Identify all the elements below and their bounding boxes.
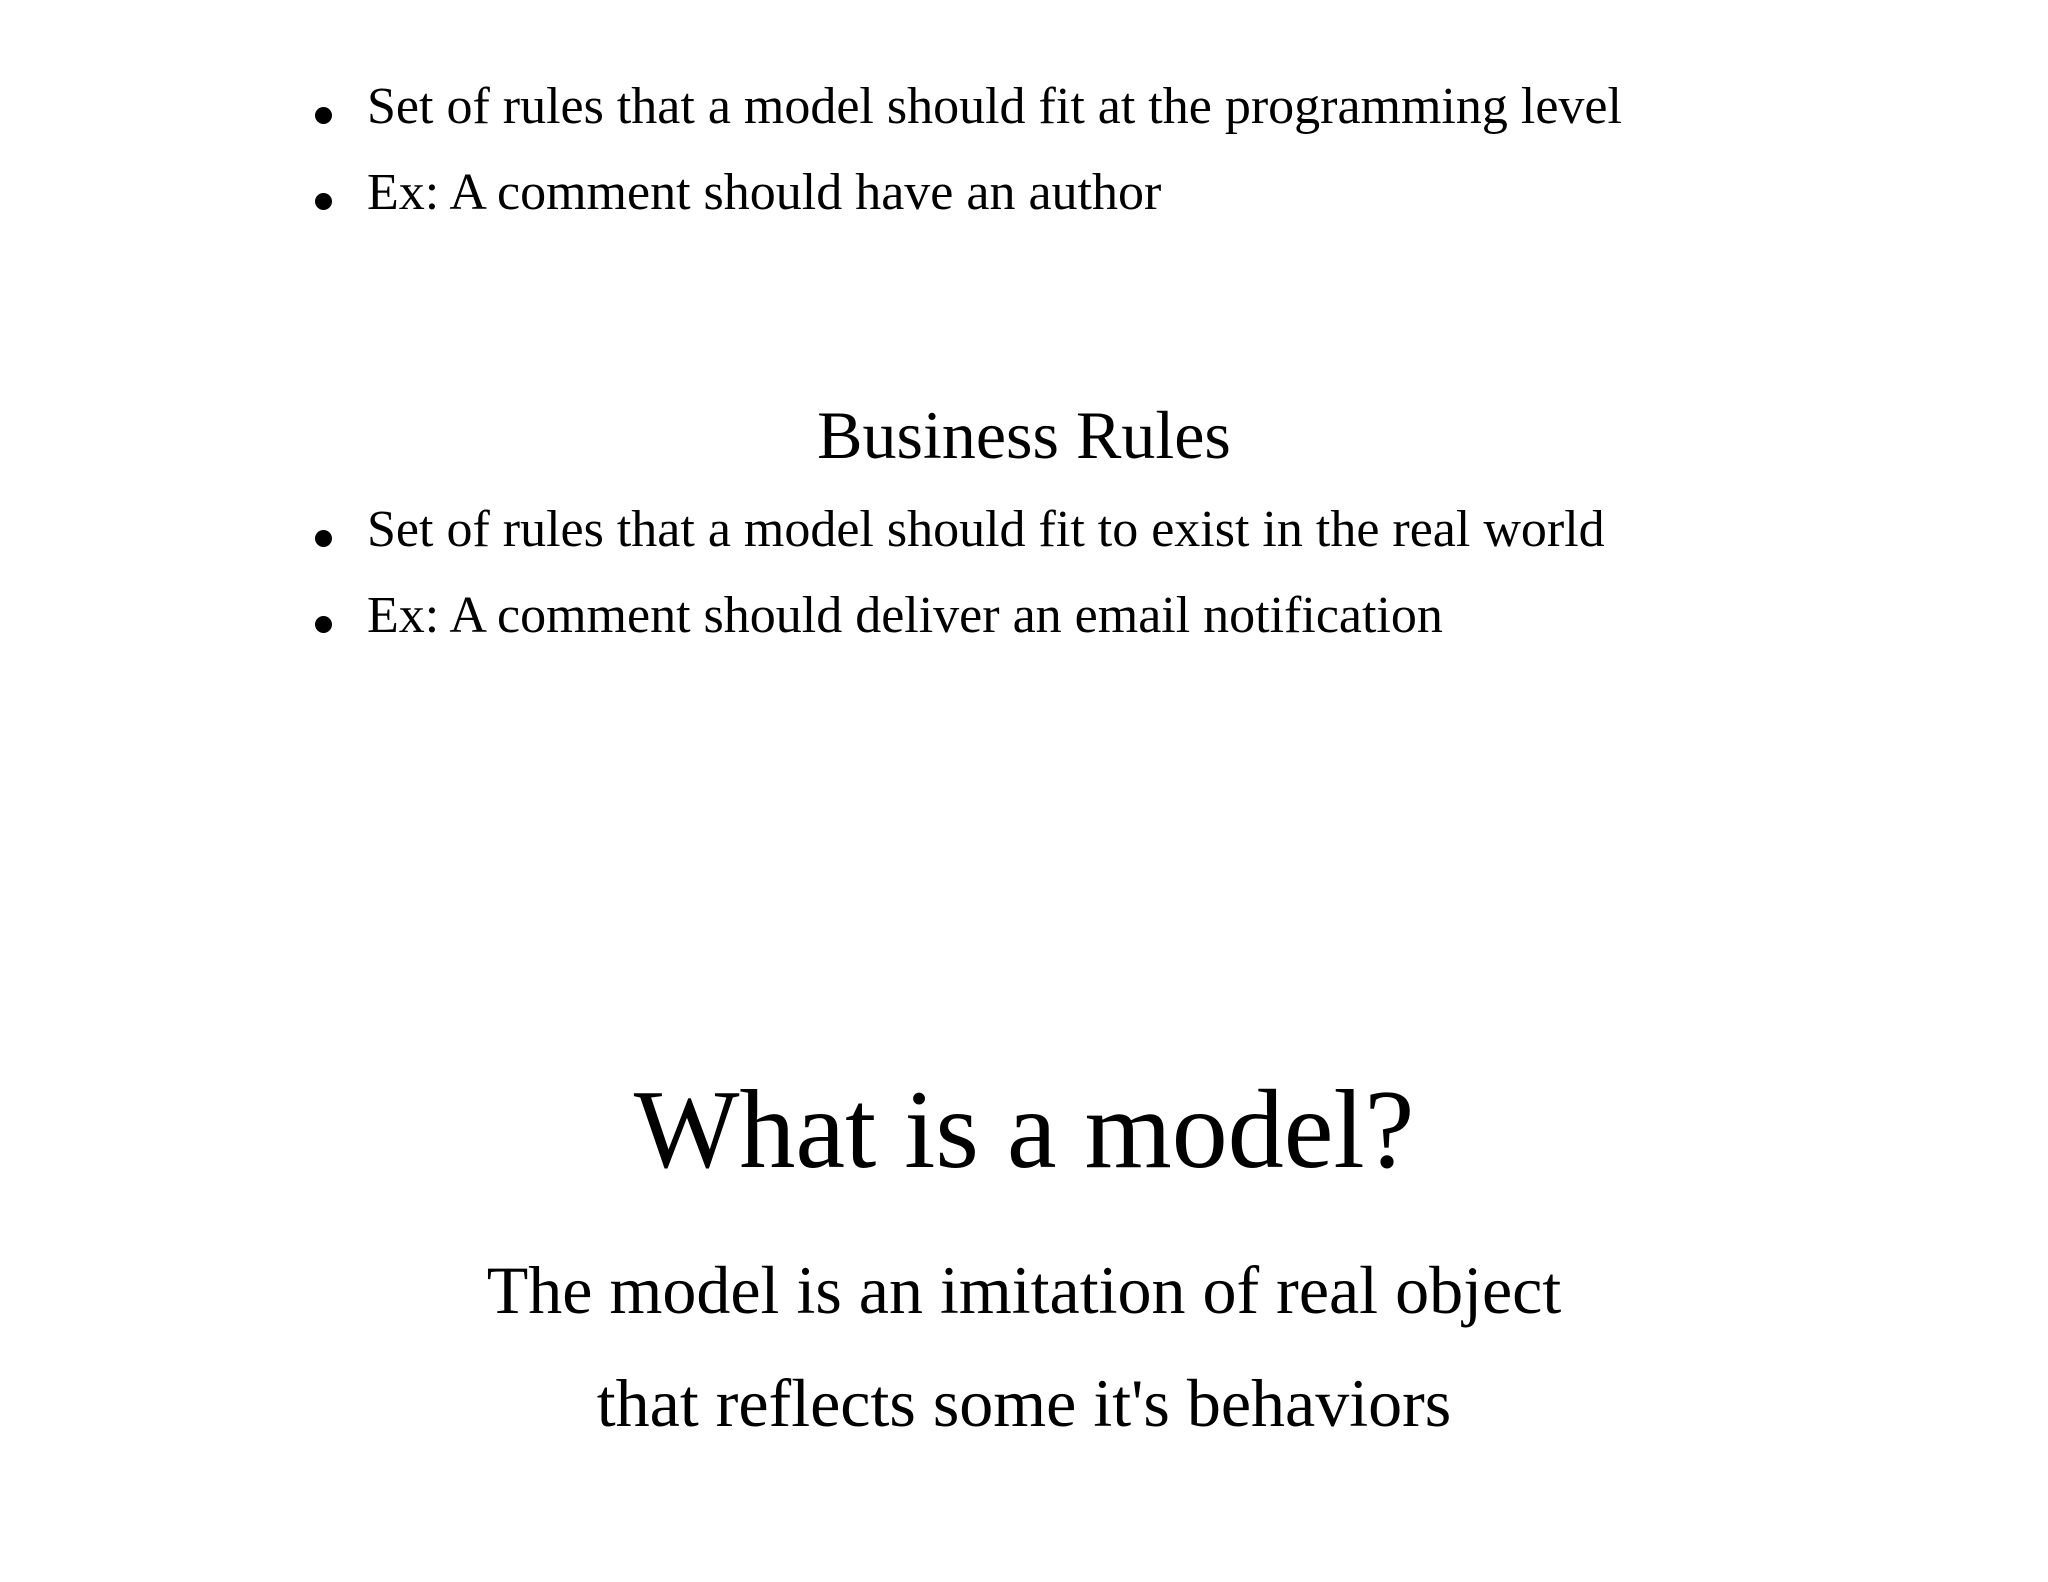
list-item	[310, 498, 1640, 562]
bullet-text: Set of rules that a model should fit to exist in the real world	[367, 501, 1605, 558]
bullet-text: Ex: A comment should have an author	[367, 164, 1162, 221]
bullet-text: Ex: A comment should deliver an email notification	[367, 587, 1443, 644]
list-item	[310, 161, 1640, 225]
subtitle-line: The model is an imitation of real object	[486, 1252, 1562, 1328]
business-rules-list	[310, 498, 1640, 648]
bullet-icon	[315, 530, 332, 547]
validation-rules-list	[310, 78, 1640, 225]
bullet-icon	[315, 616, 332, 633]
subtitle-line: that reflects some it's behaviors	[596, 1365, 1452, 1441]
business-rules-heading: Business Rules	[817, 397, 1231, 473]
page-title: What is a model?	[633, 1068, 1415, 1192]
list-item	[310, 75, 1640, 139]
bullet-text: Set of rules that a model should fit at the programming level	[367, 78, 1622, 135]
bullet-icon	[315, 107, 332, 124]
bullet-icon	[315, 193, 332, 210]
list-item	[310, 584, 1640, 648]
